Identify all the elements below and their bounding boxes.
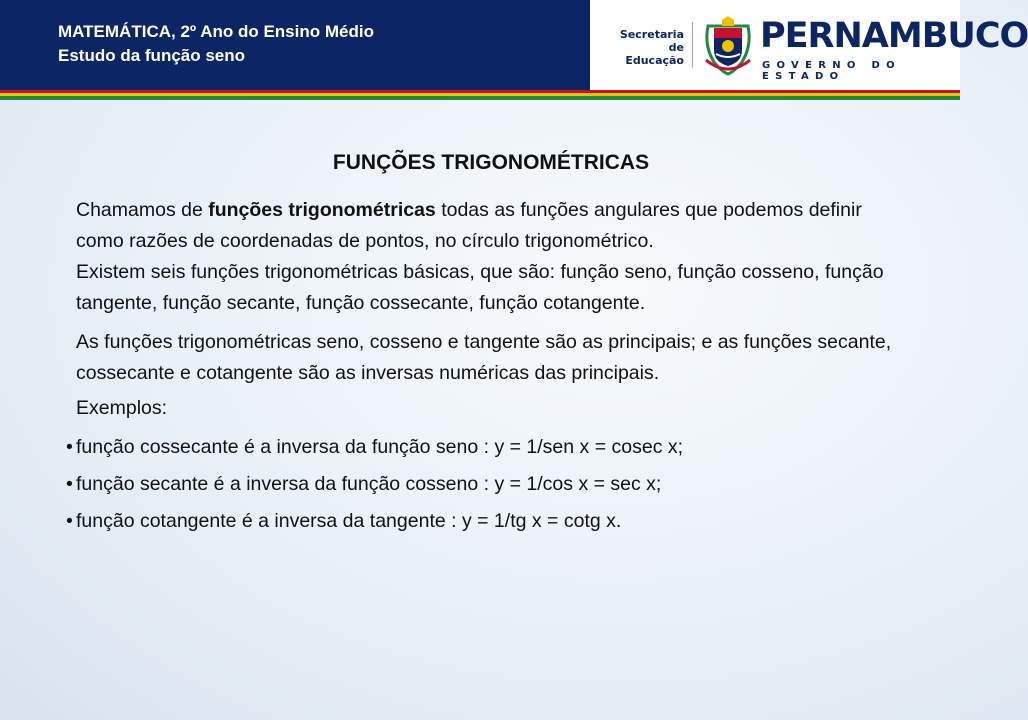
header-title <box>58 20 374 68</box>
list-item-text: função cotangente é a inversa da tangente : y = 1/tg x = cotg x. <box>76 510 622 532</box>
bullet-icon: • <box>66 436 73 458</box>
examples-label: Exemplos: <box>76 397 168 419</box>
list-item <box>66 506 906 537</box>
brand-name: PERNAMBUCO <box>760 16 1028 56</box>
paragraph-principal-functions: As funções trigonométricas seno, cosseno e tangente são as principais; e as funções secante, cossecante e cotangente são as inversas numéricas das principais. <box>76 331 892 384</box>
definition-bold-term: funções trigonométricas <box>208 199 436 221</box>
slide-content <box>66 145 906 543</box>
list-item <box>66 469 906 500</box>
stripe-green <box>0 96 960 100</box>
header-title-panel <box>0 0 590 90</box>
secretaria-label <box>612 28 684 67</box>
secretaria-line2: Educação <box>625 54 684 67</box>
header-topic: Estudo da função seno <box>58 46 246 65</box>
list-item-text: função secante é a inversa da função cosseno : y = 1/cos x = sec x; <box>76 473 662 495</box>
coat-of-arms-icon <box>700 16 756 76</box>
slide-header <box>0 0 1028 90</box>
list-item <box>66 432 906 463</box>
flag-stripes <box>0 90 960 100</box>
brand-subtitle: GOVERNO DO ESTADO <box>762 60 901 82</box>
definition-prefix: Chamamos de <box>76 199 209 221</box>
definition-suffix: todas as funções angulares que podemos definir como razões de coordenadas de pontos, no círculo trigonométrico. <box>76 199 862 252</box>
list-item-text: função cossecante é a inversa da função seno : y = 1/sen x = cosec x; <box>76 436 684 458</box>
paragraph-six-functions: Existem seis funções trigonométricas básicas, que são: função seno, função cosseno, função tangente, função secante, função cossecante, função cotangente. <box>76 261 884 314</box>
slide-title: FUNÇÕES TRIGONOMÉTRICAS <box>332 151 650 174</box>
header-subject: MATEMÁTICA, 2º Ano do Ensino Médio <box>58 22 374 41</box>
secretaria-line1: Secretaria de <box>619 28 684 54</box>
logo-divider <box>692 22 693 68</box>
bullet-icon: • <box>66 510 73 532</box>
paragraph-definition <box>76 195 906 257</box>
bullet-icon: • <box>66 473 73 495</box>
